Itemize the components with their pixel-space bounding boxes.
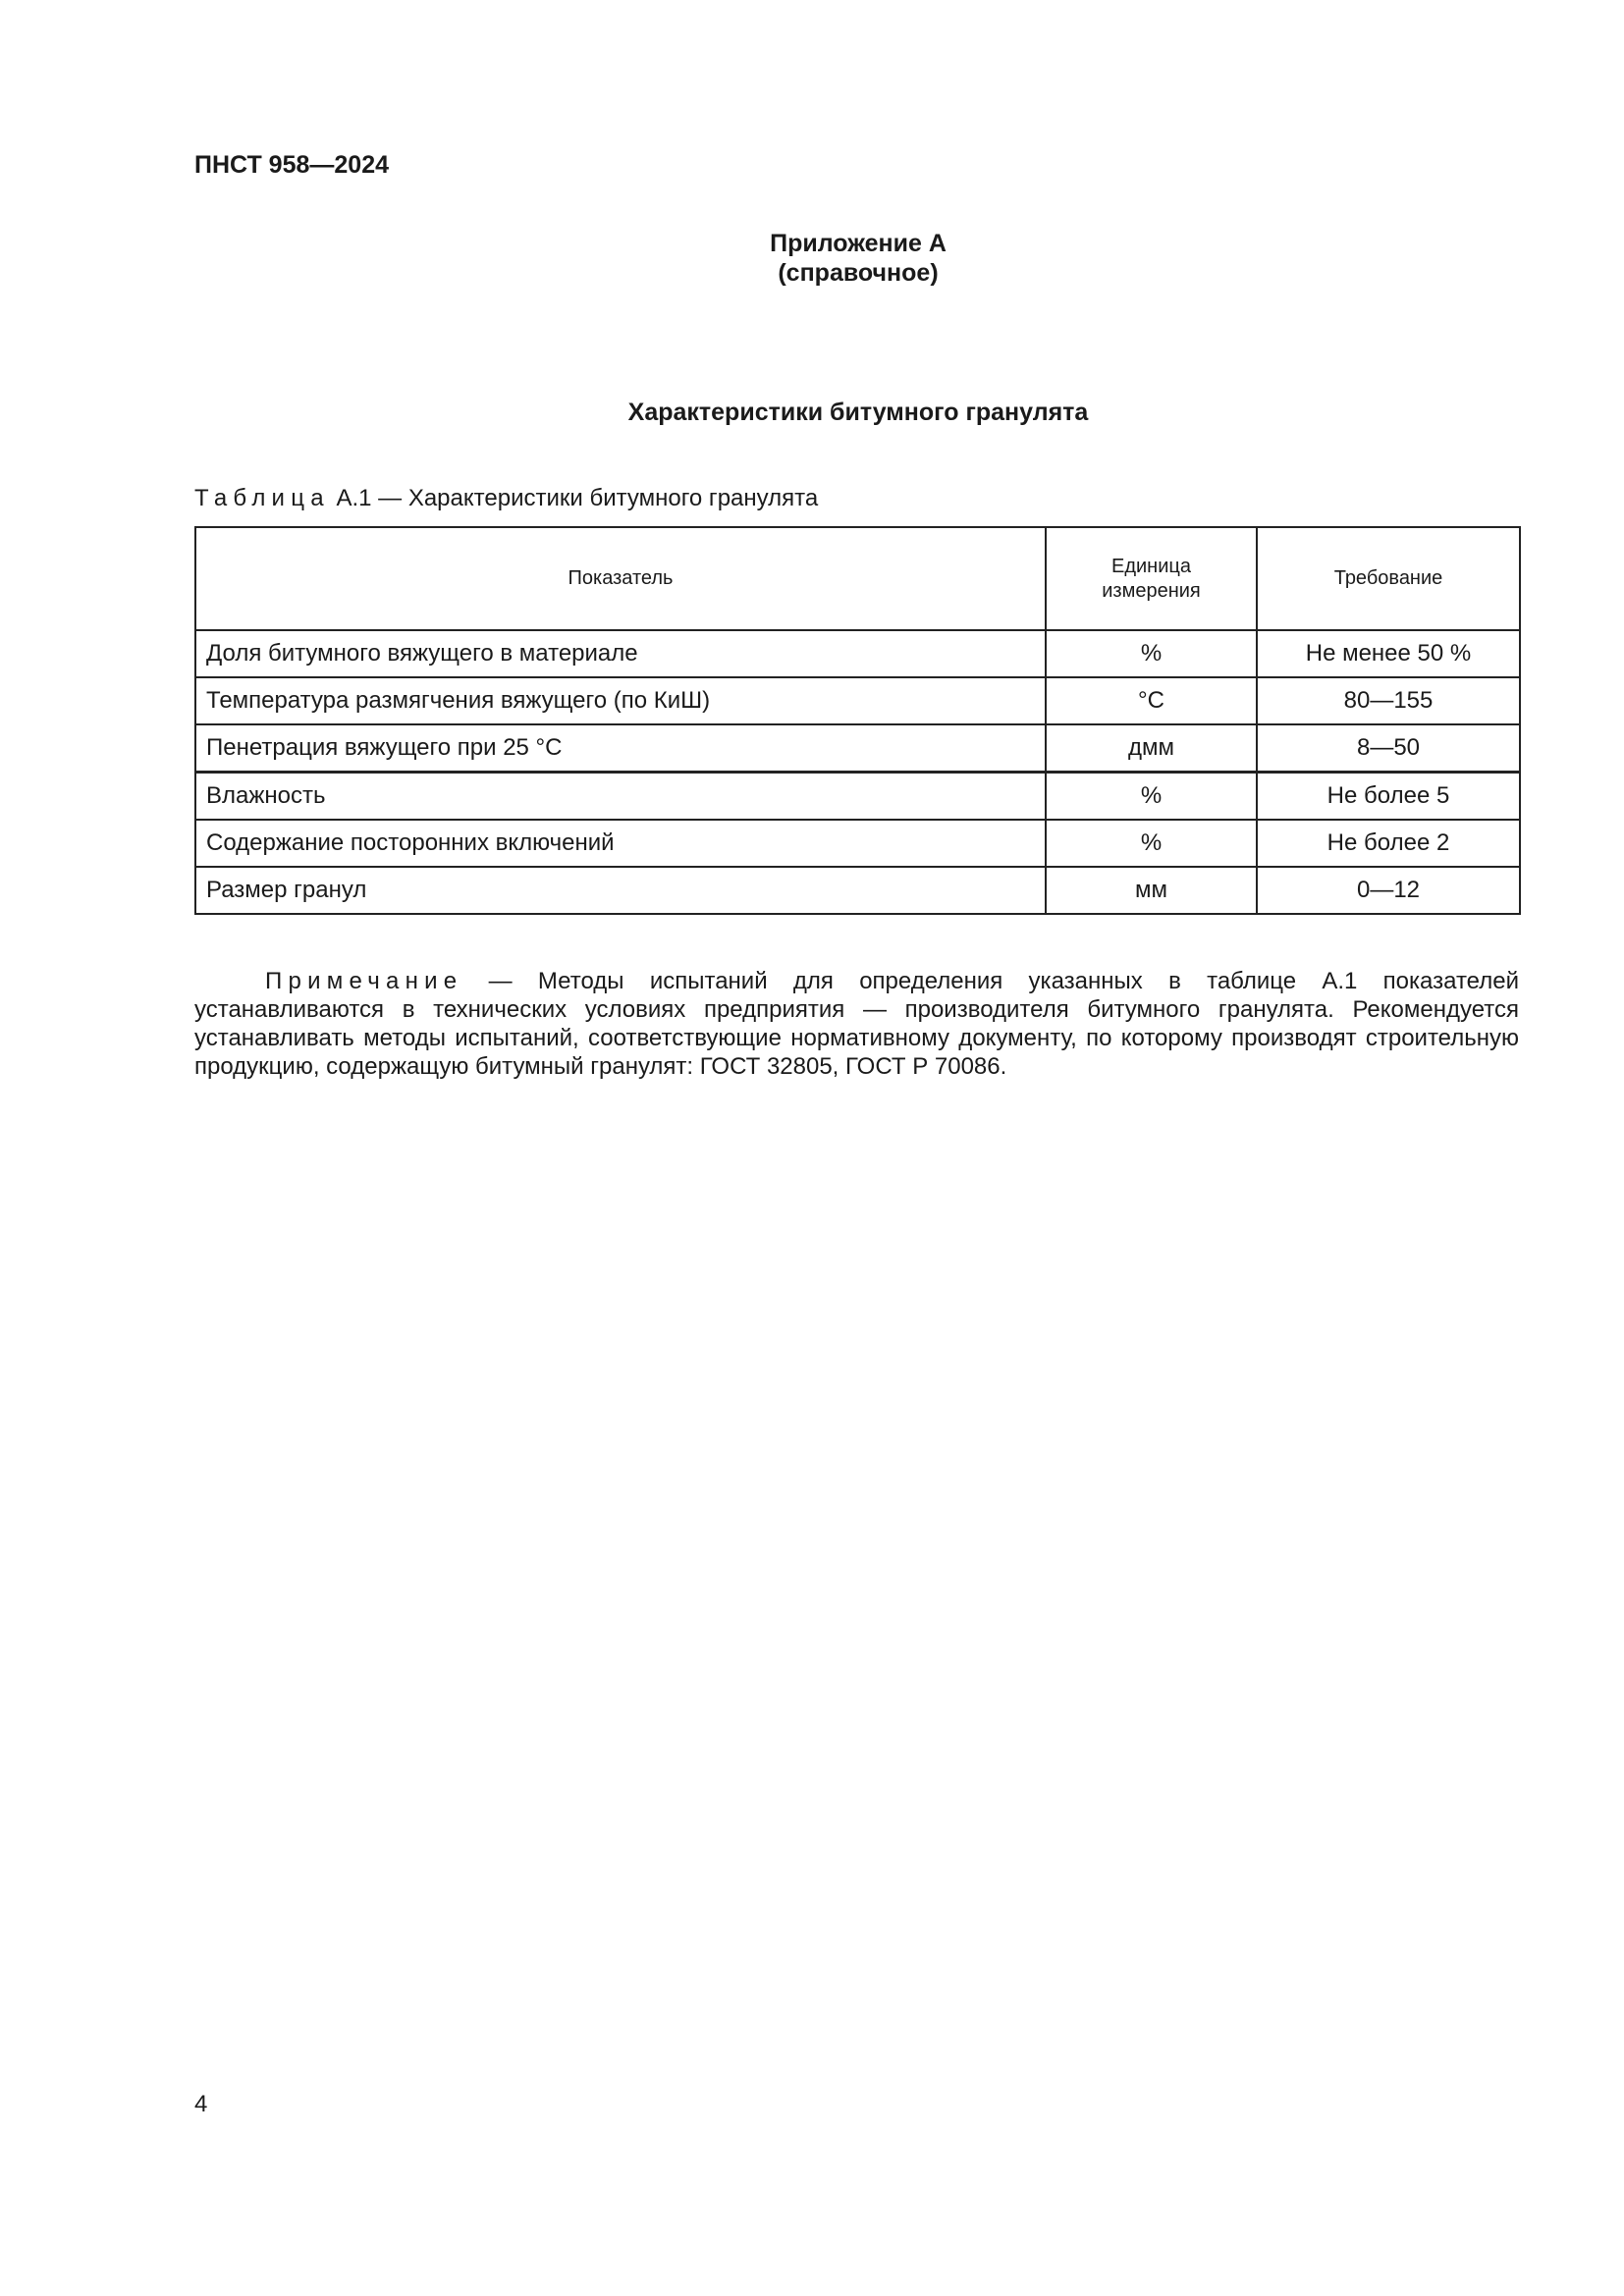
row-unit: °С bbox=[1046, 677, 1257, 724]
row-indicator: Влажность bbox=[195, 773, 1046, 821]
page-number: 4 bbox=[194, 2091, 208, 2117]
row-requirement: Не менее 50 % bbox=[1257, 630, 1520, 677]
header-unit-line1: Единица bbox=[1111, 555, 1191, 577]
note-label: Примечание bbox=[265, 968, 463, 994]
table-row bbox=[195, 677, 1520, 724]
characteristics-table bbox=[194, 526, 1521, 915]
table-row bbox=[195, 773, 1520, 821]
header-requirement: Требование bbox=[1257, 527, 1520, 630]
table-note bbox=[194, 967, 1519, 1081]
row-unit: % bbox=[1046, 820, 1257, 867]
row-requirement: 0—12 bbox=[1257, 867, 1520, 914]
row-requirement: Не более 5 bbox=[1257, 773, 1520, 821]
row-unit: дмм bbox=[1046, 724, 1257, 773]
note-text: — Методы испытаний для определения указанных в таблице А.1 показателей устанавливаются в технических условиях предприятия — производителя битумного гранулята. Рекомендуется устанавливать методы испытаний, соответствующие нормативному документу, по которому производят строительную продукцию, содержащую битумный гранулят: ГОСТ 32805, ГОСТ Р 70086. bbox=[194, 968, 1519, 1080]
table-row bbox=[195, 820, 1520, 867]
table-caption-text: А.1 — Характеристики битумного гранулята bbox=[336, 485, 819, 511]
appendix-title: Приложение А bbox=[770, 230, 947, 257]
section-title: Характеристики битумного гранулята bbox=[627, 399, 1089, 426]
header-indicator: Показатель bbox=[195, 527, 1046, 630]
header-unit-line2: измерения bbox=[1102, 579, 1201, 602]
table-caption-label: Таблица bbox=[194, 485, 330, 511]
appendix-status: (справочное) bbox=[778, 259, 939, 287]
table-row bbox=[195, 724, 1520, 773]
row-unit: % bbox=[1046, 773, 1257, 821]
table-caption bbox=[194, 485, 818, 512]
row-indicator: Доля битумного вяжущего в материале bbox=[195, 630, 1046, 677]
row-requirement: 80—155 bbox=[1257, 677, 1520, 724]
row-requirement: 8—50 bbox=[1257, 724, 1520, 773]
row-indicator: Содержание посторонних включений bbox=[195, 820, 1046, 867]
table-header-row bbox=[195, 527, 1520, 630]
row-indicator: Пенетрация вяжущего при 25 °С bbox=[195, 724, 1046, 773]
table-row bbox=[195, 867, 1520, 914]
document-code: ПНСТ 958—2024 bbox=[194, 151, 389, 179]
row-unit: мм bbox=[1046, 867, 1257, 914]
row-requirement: Не более 2 bbox=[1257, 820, 1520, 867]
row-indicator: Температура размягчения вяжущего (по КиШ) bbox=[195, 677, 1046, 724]
row-indicator: Размер гранул bbox=[195, 867, 1046, 914]
table-row bbox=[195, 630, 1520, 677]
row-unit: % bbox=[1046, 630, 1257, 677]
header-unit bbox=[1046, 527, 1257, 630]
